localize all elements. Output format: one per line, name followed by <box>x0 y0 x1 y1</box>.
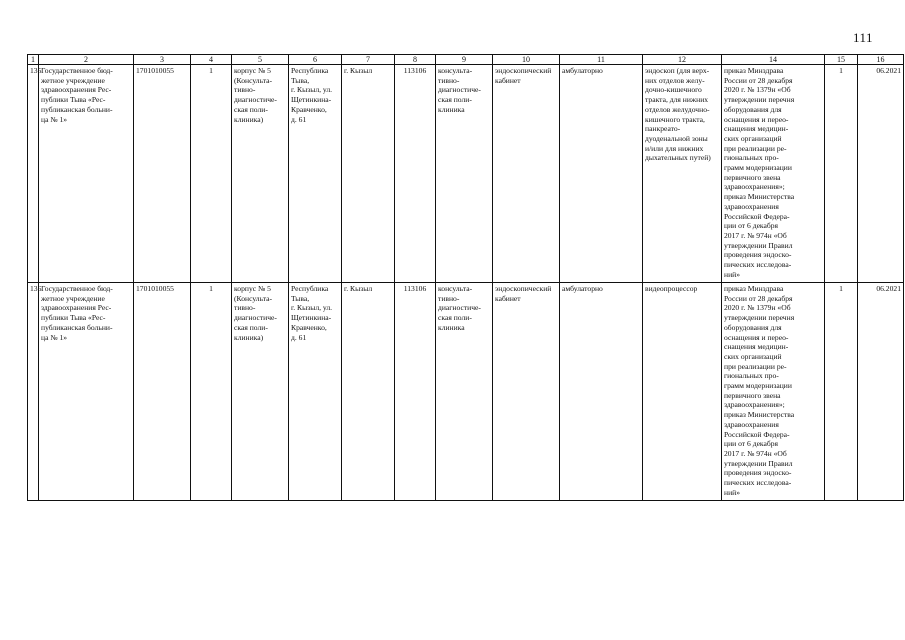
care-mode: амбулаторно <box>560 65 643 283</box>
address: Республика Тыва, г. Кызыл, ул. Щетинкина- Кравченко, д. 61 <box>289 283 342 501</box>
header-cell: 5 <box>232 55 289 65</box>
city: г. Кызыл <box>342 65 395 283</box>
registry-table <box>27 54 904 501</box>
city: г. Кызыл <box>342 283 395 501</box>
equipment-count: 1 <box>825 65 858 283</box>
table-row <box>28 65 904 283</box>
due-date: 06.2021 <box>858 283 904 501</box>
legal-basis: приказ Минздрава России от 28 декабря 2020 г. № 1379н «Об утверждении перечня оборудования для оснащения и перео- снащения медицин- ских организаций при реализации ре- гиональных про- грамм модернизации первичного звена здравоохранения»; приказ Министерства здравоохранения Российской Федера- ции от 6 декабря 2017 г. № 974н «Об утверждении Правил проведения эндоско- пических исследова- ний» <box>722 283 825 501</box>
equipment-count: 1 <box>825 283 858 501</box>
header-cell: 12 <box>643 55 722 65</box>
header-row <box>28 55 904 65</box>
organization-code: 1701010055 <box>134 65 191 283</box>
legal-basis: приказ Минздрава России от 28 декабря 2020 г. № 1379н «Об утверждении перечня оборудования для оснащения и перео- снащения медицин- ских организаций при реализации ре- гиональных про- грамм модернизации первичного звена здравоохранения»; приказ Министерства здравоохранения Российской Федера- ции от 6 декабря 2017 г. № 974н «Об утверждении Правил проведения эндоско- пических исследова- ний» <box>722 65 825 283</box>
header-cell: 16 <box>858 55 904 65</box>
quantity: 1 <box>191 283 232 501</box>
room: эндоскопический кабинет <box>493 283 560 501</box>
header-cell: 2 <box>39 55 134 65</box>
address: Республика Тыва, г. Кызыл, ул. Щетинкина- Кравченко, д. 61 <box>289 65 342 283</box>
header-cell: 4 <box>191 55 232 65</box>
organization-name: Государственное бюд- жетное учреждение здравоохранения Рес- публики Тыва «Рес- публиканская больни- ца № 1» <box>39 65 134 283</box>
header-cell: 10 <box>493 55 560 65</box>
header-cell: 6 <box>289 55 342 65</box>
care-mode: амбулаторно <box>560 283 643 501</box>
header-cell: 3 <box>134 55 191 65</box>
index-code: 113106 <box>395 65 436 283</box>
building: корпус № 5 (Консульта- тивно- диагностиче- ская поли- клиника) <box>232 283 289 501</box>
index-code: 113106 <box>395 283 436 501</box>
unit: консульта- тивно- диагностиче- ская поли- клиника <box>436 283 493 501</box>
row-number: 136 <box>28 283 39 501</box>
equipment: видеопроцессор <box>643 283 722 501</box>
equipment: эндоскоп (для верх- них отделов желу- дочно-кишечного тракта, для нижних отделов желудочно- кишечного тракта, панкреато- дуоденальной зоны и/или для нижних дыхательных путей) <box>643 65 722 283</box>
header-cell: 15 <box>825 55 858 65</box>
quantity: 1 <box>191 65 232 283</box>
header-cell: 9 <box>436 55 493 65</box>
page-number: 111 <box>852 30 873 45</box>
organization-name: Государственное бюд- жетное учреждение здравоохранения Рес- публики Тыва «Рес- публиканская больни- ца № 1» <box>39 283 134 501</box>
building: корпус № 5 (Консульта- тивно- диагностиче- ская поли- клиника) <box>232 65 289 283</box>
header-cell: 7 <box>342 55 395 65</box>
header-cell: 14 <box>722 55 825 65</box>
row-number: 135 <box>28 65 39 283</box>
due-date: 06.2021 <box>858 65 904 283</box>
header-cell: 11 <box>560 55 643 65</box>
unit: консульта- тивно- диагностиче- ская поли- клиника <box>436 65 493 283</box>
table-row <box>28 283 904 501</box>
header-cell: 8 <box>395 55 436 65</box>
room: эндоскопический кабинет <box>493 65 560 283</box>
header-cell: 1 <box>28 55 39 65</box>
organization-code: 1701010055 <box>134 283 191 501</box>
